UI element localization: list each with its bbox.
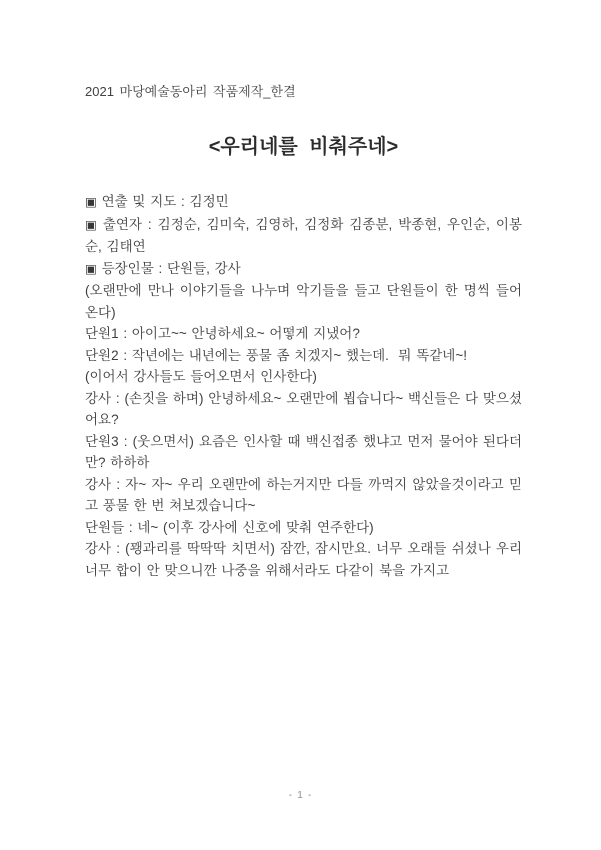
dialogue-line: 강사 : (손짓을 하며) 안녕하세요~ 오랜만에 뵙습니다~ 백신들은 다 맞으셨어요? bbox=[85, 390, 522, 427]
script-title: <우리네를 비춰주네> bbox=[208, 136, 399, 158]
credit-director bbox=[85, 191, 522, 214]
credit-director-text: 연출 및 지도 : 김정민 bbox=[101, 194, 229, 209]
credit-characters bbox=[85, 258, 522, 281]
script-body bbox=[85, 280, 522, 581]
stage-direction: (오랜만에 만나 이야기들을 나누며 악기들을 들고 단원들이 한 명씩 들어온다) bbox=[85, 283, 522, 320]
dialogue-line: 단원3 : (웃으면서) 요즘은 인사할 때 백신접종 했냐고 먼저 물어야 된다더만? 하하하 bbox=[85, 433, 522, 470]
square-bullet-icon: ▣ bbox=[85, 217, 97, 232]
square-bullet-icon: ▣ bbox=[85, 195, 97, 209]
credit-cast bbox=[85, 214, 522, 258]
square-bullet-icon: ▣ bbox=[85, 261, 97, 276]
dialogue-line: 강사 : (꽹과리를 딱딱딱 치면서) 잠깐, 잠시만요. 너무 오래들 쉬셨나 우리 너무 합이 안 맞으니깐 나중을 위해서라도 다같이 북을 가지고 bbox=[85, 541, 522, 578]
stage-direction: (이어서 강사들도 들어오면서 인사한다) bbox=[85, 369, 317, 384]
credit-cast-text: 출연자 : 김정순, 김미숙, 김영하, 김정화 김종분, 박종현, 우인순, 이봉순, 김태연 bbox=[85, 216, 522, 254]
page-content bbox=[85, 81, 522, 581]
dialogue-line: 단원1 : 아이고~~ 안녕하세요~ 어떻게 지냈어? bbox=[85, 326, 360, 341]
dialogue-line: 강사 : 자~ 자~ 우리 오랜만에 하는거지만 다들 까먹지 않았을것이라고 믿고 풍물 한 번 쳐보겠습니다~ bbox=[85, 476, 522, 513]
credits-block bbox=[85, 191, 522, 280]
dialogue-line: 단원2 : 작년에는 내년에는 풍물 좀 치겠지~ 했는데. 뭐 똑같네~! bbox=[85, 347, 467, 363]
document-header: 2021 마당예술동아리 작품제작_한결 bbox=[85, 84, 296, 99]
page-number: - 1 - bbox=[288, 789, 313, 801]
dialogue-line: 단원들 : 네~ (이후 강사에 신호에 맞춰 연주한다) bbox=[85, 519, 374, 535]
credit-characters-text: 등장인물 : 단원들, 강사 bbox=[101, 260, 241, 276]
